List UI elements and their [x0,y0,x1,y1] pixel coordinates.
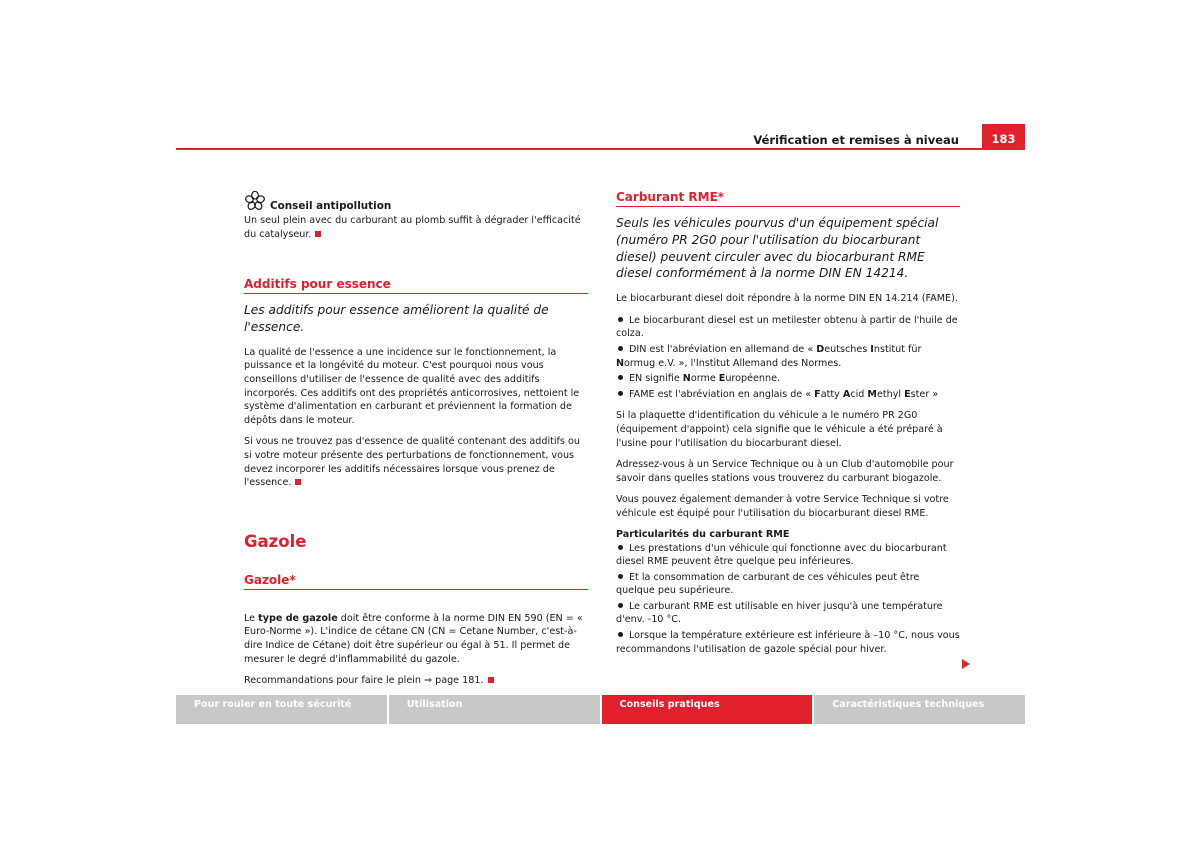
bullet-icon [618,545,623,550]
page-number: 183 [982,124,1025,150]
note-title-row [244,190,588,212]
paragraph: Le biocarburant diesel doit répondre à la norme DIN EN 14.214 (FAME). [616,293,958,305]
page-reference[interactable]: Recommandations pour faire le plein ⇒ page 181. [244,674,588,688]
footer-tab-caracteristiques[interactable]: Caractéristiques techniques [814,695,1025,724]
list-item: DIN est l'abréviation en allemand de « Deutsches Institut für Normug e.V. », l'Institut Allemand des Normes. [616,343,922,369]
header-title: Vérification et remises à niveau [753,133,959,147]
bullet-icon [618,603,623,608]
list-item: Les prestations d'un véhicule qui fonctionne avec du biocarburant diesel RME peuvent être quelque peu inférieures. [616,542,947,568]
bullet-icon [618,574,623,579]
section-heading-additifs: Additifs pour essence [244,277,588,294]
note-title: Conseil antipollution [270,200,392,212]
end-mark [488,677,494,683]
list-item: Et la consommation de carburant de ces véhicules peut être quelque peu supérieure. [616,571,920,597]
end-mark [295,479,301,485]
right-column [616,190,960,664]
list-item: EN signifie Norme Européenne. [616,372,960,386]
intro-rme: Seuls les véhicules pourvus d'un équipement spécial (numéro PR 2G0 pour l'utilisation du biocarburant diesel) peuvent circuler avec du biocarburant RME diesel conformément à la norme DIN EN 14214. [616,216,939,281]
bullet-icon [618,632,623,637]
flower-icon [244,190,266,212]
intro-additifs: Les additifs pour essence améliorent la qualité de l'essence. [244,303,549,334]
bullet-icon [618,391,623,396]
list-item: Le carburant RME est utilisable en hiver jusqu'à une température d'env. -10 °C. [616,600,943,626]
paragraph: Si vous ne trouvez pas d'essence de qualité contenant des additifs ou si votre moteur présente des perturbations de fonctionnement, vous devez incorporer les additifs nécessaires lorsque vous prenez de l'essence. [244,436,580,489]
note-text: Un seul plein avec du carburant au plomb suffit à dégrader l'efficacité du catalyseur. [244,215,581,240]
footer-nav [176,695,1025,724]
footer-tab-securite[interactable]: Pour rouler en toute sécurité [176,695,387,724]
footer-tab-utilisation[interactable]: Utilisation [389,695,600,724]
list-item: FAME est l'abréviation en anglais de « Fatty Acid Methyl Ester » [616,388,960,402]
sub-heading-rme: Particularités du carburant RME [616,528,790,540]
paragraph: Vous pouvez également demander à votre Service Technique si votre véhicule est équipé pour l'utilisation du biocarburant diesel RME. [616,494,949,519]
paragraph: Si la plaquette d'identification du véhicule a le numéro PR 2G0 (équipement d'appoint) cela signifie que le véhicule a été préparé à l'usine pour l'utilisation du biocarburant diesel. [616,410,943,449]
left-column [244,190,588,696]
end-mark [315,231,321,237]
chapter-heading-gazole: Gazole [244,531,307,551]
bold-term: type de gazole [258,612,338,624]
paragraph: Adressez-vous à un Service Technique ou à un Club d'automobile pour savoir dans quelles stations vous trouverez du carburant biogazole. [616,459,954,484]
bullet-list [616,314,960,402]
section-heading-gazole: Gazole* [244,573,588,590]
bullet-icon [618,375,623,380]
paragraph: La qualité de l'essence a une incidence sur le fonctionnement, la puissance et la longévité du moteur. C'est pourquoi nous vous conseillons d'utiliser de l'essence de qualité avec des additifs incorporés. Ces additifs ont des propriétés anticorrosives, nettoient le système d'alimentation en carburant et préviennent la formation de dépôts dans le moteur. [244,346,580,426]
bullet-list [616,542,960,657]
next-page-arrow-icon[interactable] [962,659,970,669]
page-header [176,124,1025,150]
header-rule [176,148,1025,150]
section-heading-rme: Carburant RME* [616,190,960,207]
paragraph: Le type de gazole doit être conforme à la norme DIN EN 590 (EN = « Euro-Norme »). L'indice de cétane CN (CN = Cetane Number, c'est-à-dire Indice de Cétane) doit être supérieur ou égal à 51. Il permet de mesurer le degré d'inflammabilité du gazole. [244,612,583,665]
bullet-icon [618,346,623,351]
list-item: Le biocarburant diesel est un metilester obtenu à partir de l'huile de colza. [616,314,958,340]
footer-tab-conseils-pratiques[interactable]: Conseils pratiques [602,695,813,724]
list-item: Lorsque la température extérieure est inférieure à –10 °C, nous vous recommandons l'utilisation de gazole spécial pour hiver. [616,630,960,655]
bullet-icon [618,317,623,322]
